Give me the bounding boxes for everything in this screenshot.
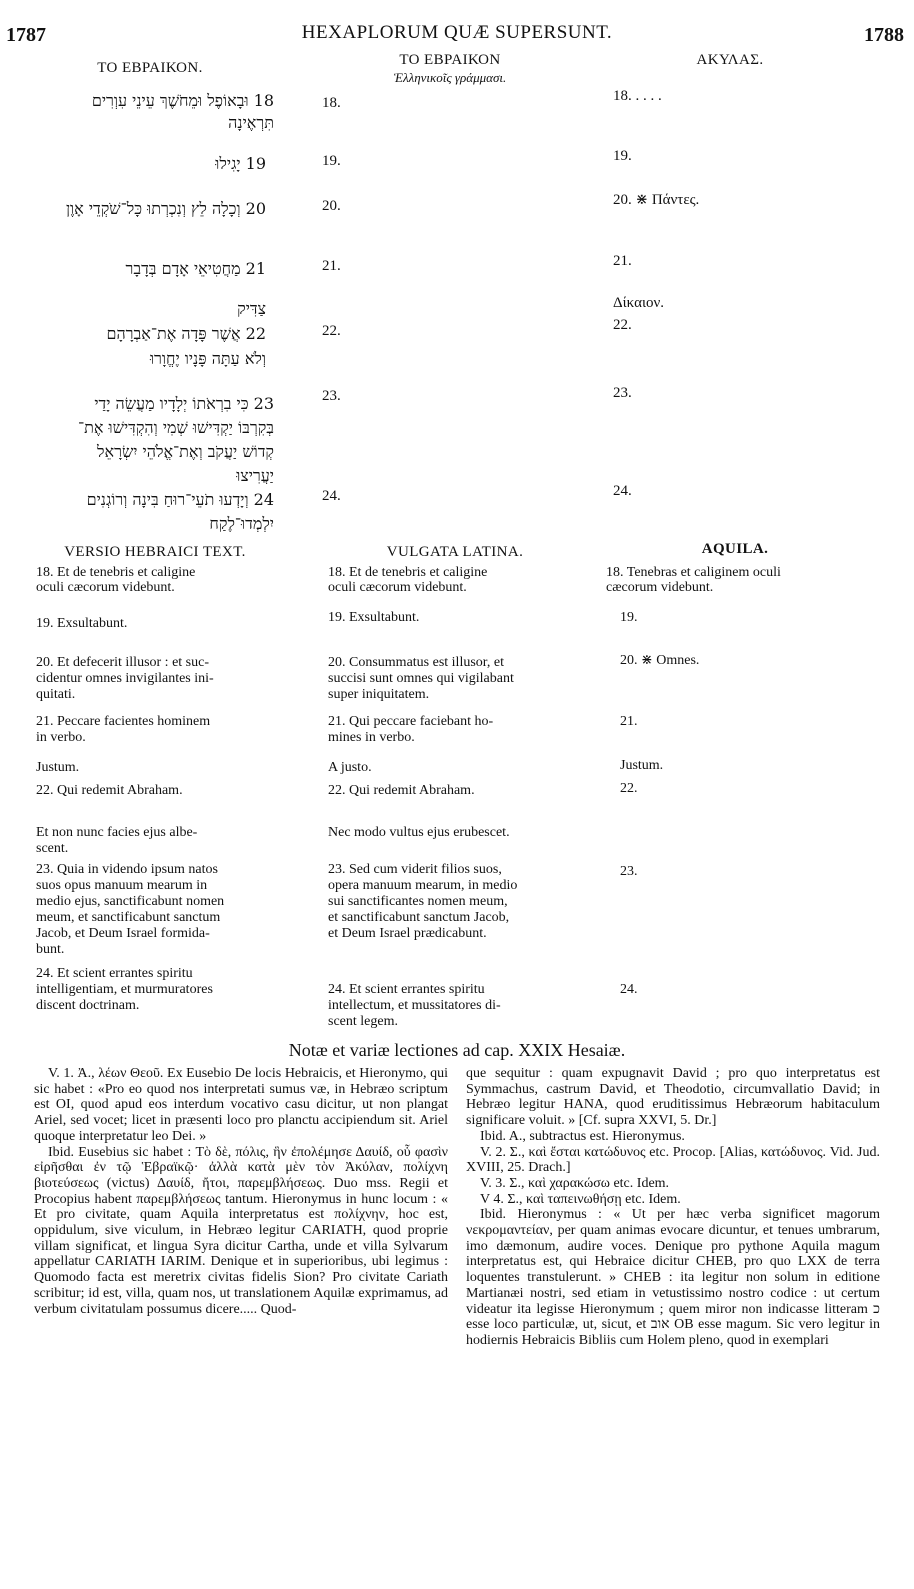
vulgate-line: succisi sunt omnes qui vigilabant (328, 671, 514, 686)
hebrew-line: יִלְמְדוּ־לֶקַח (209, 514, 274, 533)
notes-left-column (34, 1066, 448, 1317)
vulgate-line: super iniquitatem. (328, 687, 430, 702)
aquila-line: 18. . . . . (613, 88, 662, 104)
aquila-line: 19. (613, 148, 632, 164)
latin-hebrew-line: 18. Et de tenebris et caligine (36, 565, 196, 580)
latin-aquila-line: 19. (620, 610, 638, 625)
hebrew-line: 21 מַחֲטִיאֵי אָדָם בְּדָבָר (125, 259, 266, 278)
col-header-transliterated: ΤΟ ΕΒΡΑΙΚΟΝ (399, 52, 501, 68)
latin-hebrew-line: Justum. (36, 760, 80, 775)
translit-verse-number: 23. (322, 388, 341, 404)
hebrew-line: 19 יָגִילוּ (215, 154, 266, 173)
latin-aquila-line: 20. ⋇ Omnes. (620, 653, 700, 668)
vulgate-line: 23. Sed cum viderit filios suos, (328, 862, 502, 877)
latin-hebrew-line: intelligentiam, et murmuratores (36, 982, 213, 997)
note-paragraph: que sequitur : quam expugnavit David ; pro quo interpretatus est Symmachus, castrum David, et Theodotio, circumvallatio David; in Hebræo legitur HANA, quod eruditissimus Hebræorum habitaculum significare voluit. » [Cf. supra XXVI, 5. Dr.] (466, 1066, 880, 1129)
latin-hebrew-line: 19. Exsultabunt. (36, 616, 128, 631)
aquila-line: 20. ⋇ Πάντες. (613, 192, 700, 208)
hebrew-line: תִּרְאֶינָה (228, 113, 274, 132)
hebrew-line: קְדוֹשׁ יַעֲקֹב וְאֶת־אֱלֹהֵי יִשְׂרָאֵל (97, 442, 274, 461)
aquila-line: 22. (613, 317, 632, 333)
vulgate-line: oculi cæcorum videbunt. (328, 580, 467, 595)
vulgate-line: 20. Consummatus est illusor, et (328, 655, 504, 670)
vulgate-line: 21. Qui peccare faciebant ho- (328, 714, 494, 729)
latin-hebrew-line: 23. Quia in videndo ipsum natos (36, 862, 218, 877)
translit-verse-number: 19. (322, 153, 341, 169)
hebrew-line: יַעֲרִיצוּ (236, 466, 274, 485)
latin-aquila-line: 23. (620, 864, 638, 879)
latin-hebrew-line: Et non nunc facies ejus albe- (36, 825, 198, 840)
vulgate-line: A justo. (328, 760, 372, 775)
latin-hebrew-line: quitati. (36, 687, 76, 702)
aquila-line: 24. (613, 483, 632, 499)
notes-title: Notæ et variæ lectiones ad cap. XXIX Hesaiæ. (288, 1040, 626, 1060)
col-header-aquila: ΑΚΥΛΑΣ. (696, 52, 764, 68)
latin-hebrew-line: 20. Et defecerit illusor : et suc- (36, 655, 209, 670)
hebrew-line: וְלֹא עַתָּה פָּנָיו יֶחֱוָרוּ (149, 349, 266, 368)
vulgate-line: opera manuum mearum, in medio (328, 878, 518, 893)
latin-hebrew-line: medio ejus, sanctificabunt nomen (36, 894, 225, 909)
vulgate-line: 24. Et scient errantes spiritu (328, 982, 485, 997)
latin-hebrew-line: bunt. (36, 942, 65, 957)
latin-hebrew-line: meum, et sanctificabunt sanctum (36, 910, 221, 925)
vulgate-line: intellectum, et mussitatores di- (328, 998, 501, 1013)
hebrew-line: בְּקִרְבּוֹ יַקְדִּישׁוּ שְׁמִי וְהִקְדִּישׁוּ אֶת־ (77, 418, 274, 437)
translit-verse-number: 22. (322, 323, 341, 339)
latin-hebrew-line: Jacob, et Deum Israel formida- (36, 926, 210, 941)
vulgate-line: 22. Qui redemit Abraham. (328, 783, 475, 798)
latin-aquila-line: cæcorum videbunt. (606, 580, 714, 595)
latin-hebrew-line: oculi cæcorum videbunt. (36, 580, 175, 595)
vulgate-line: mines in verbo. (328, 730, 415, 745)
vulgate-line: 18. Et de tenebris et caligine (328, 565, 488, 580)
latin-hebrew-line: 21. Peccare facientes hominem (36, 714, 211, 729)
hebrew-line: 18 וּבָאוֹפֶל וּמֵחֹשֶׁךְ עֵינֵי עִוְרִים (91, 91, 274, 110)
note-paragraph: V. 1. Ἀ., λέων Θεοῦ. Ex Eusebio De locis Hebraicis, et Hieronymo, qui sic habet : «Pro eo quod nos interpretati sumus væ, in Hebræo scriptum est OI, quod apud eos interdum vocativo casu dicitur, ut non plangat Ariel, sed vocet; licet in præsenti loco pro planctu accipiendum sit. Ariel quoque interpretatur leo Dei. » (34, 1066, 448, 1144)
note-paragraph: V 4. Σ., καὶ ταπεινωθήσῃ etc. Idem. (480, 1191, 681, 1207)
latin-hebrew-line: in verbo. (36, 730, 86, 745)
latin-hebrew-line: scent. (36, 841, 69, 856)
hebrew-line: 22 אֲשֶׁר פָּדָה אֶת־אַבְרָהָם (106, 324, 266, 343)
hebrew-line: 24 וְיָדְעוּ תֹעֵי־רוּחַ בִּינָה וְרוֹגְנִים (86, 490, 274, 509)
hebrew-line: 23 כִּי בִרְאֹתוֹ יְלָדָיו מַעֲשֵׂה יָדַי (94, 394, 274, 413)
notes-right-column (466, 1066, 880, 1349)
page-number-right: 1788 (864, 24, 904, 46)
latin-aquila-line: 21. (620, 714, 638, 729)
latin-aquila-line: 24. (620, 982, 638, 997)
latin-aquila-line: 22. (620, 781, 638, 796)
hebrew-line: 20 וְכָלָה לֵץ וְנִכְרְתוּ כָּל־שֹׁקְדֵי אָוֶן (65, 199, 266, 218)
aquila-line: Δίκαιον. (613, 295, 665, 311)
note-paragraph: Ibid. A., subtractus est. Hieronymus. (480, 1128, 685, 1144)
page-number-left: 1787 (6, 24, 46, 46)
vulgate-line: scent legem. (328, 1014, 398, 1029)
note-paragraph: V. 3. Σ., καὶ χαρακώσω etc. Idem. (480, 1175, 670, 1191)
vulgate-line: et sanctificabunt sanctum Jacob, (328, 910, 510, 925)
running-title: HEXAPLORUM QUÆ SUPERSUNT. (301, 22, 613, 43)
translit-verse-number: 24. (322, 488, 341, 504)
col-header-transliterated-sub: Ἑλληνικοῖς γράμμασι. (393, 70, 507, 85)
note-paragraph: V. 2. Σ., καὶ ἔσται κατώδυνος etc. Procop. [Alias, κατώδυνος. Vid. Jud. XVIII, 25. Drach.] (466, 1144, 880, 1176)
latin-aquila-line: Justum. (620, 758, 664, 773)
aquila-line: 21. (613, 253, 632, 269)
col-header-hebrew: ΤΟ ΕΒΡΑΙΚΟΝ. (97, 60, 203, 76)
latin-hebrew-line: suos opus manuum mearum in (36, 878, 208, 893)
latin-header-hebrew: VERSIO HEBRAICI TEXT. (64, 544, 246, 560)
aquila-line: 23. (613, 385, 632, 401)
note-paragraph: Ibid. Hieronymus : « Ut per hæc verba significet magorum νεκρομαντείαν, per quam animas evocare dicuntur, et tenues umbrarum, imo dæmonum, audire voces. Denique pro pythone Aquila magum interpretatus est, qui Hebraice dicitur CHEB, pro quo LXX de terra loquentes transtulerunt. » CHEB : ita legitur non solum in editione Martianæi nostri, sed etiam in vetustissimo nostro codice : ut certum videatur ita legisse Hieronymum ; quem miror non indicasse litteram כ esse loco particulæ, ut, sicut, et אוב OB esse magum. Sic vero legitur in hodiernis Hebraicis Bibliis cum Holem pleno, quod in exemplari (466, 1207, 880, 1348)
latin-hebrew-line: discent doctrinam. (36, 998, 140, 1013)
latin-header-vulgate: VULGATA LATINA. (386, 544, 524, 560)
hebrew-line: צַדִּיק (237, 299, 266, 318)
translit-verse-number: 21. (322, 258, 341, 274)
latin-hebrew-line: 24. Et scient errantes spiritu (36, 966, 193, 981)
latin-aquila-line: 18. Tenebras et caliginem oculi (606, 565, 781, 580)
translit-verse-number: 20. (322, 198, 341, 214)
latin-header-aquila: AQUILA. (701, 541, 769, 557)
latin-hebrew-line: cidentur omnes invigilantes ini- (36, 671, 214, 686)
latin-hebrew-line: 22. Qui redemit Abraham. (36, 783, 183, 798)
translit-verse-number: 18. (322, 95, 341, 111)
vulgate-line: Nec modo vultus ejus erubescet. (328, 825, 510, 840)
vulgate-line: et Deum Israel prædicabunt. (328, 926, 487, 941)
vulgate-line: 19. Exsultabunt. (328, 610, 420, 625)
note-paragraph: Ibid. Eusebius sic habet : Τὸ δὲ, πόλις, ἣν ἐπολέμησε Δαυίδ, οὗ φασὶν εἰρῆσθαι ἐν τῷ Ἑβραϊκῷ· ἀλλὰ κατὰ μὲν τὸν Ἀκύλαν, πολίχνη βιοτεύσεως (victus) Δαυίδ, ἤτοι, παρεμβλήσεως. Duo mss. Regii et Procopius habent παρεμβλήσεως tantum. Hieronymus in hunc locum : « Et pro civitate, quam Aquila interpretatus est πολίχνην, hoc est, oppidulum, sive viculum, in Hebræo legitur CARIATH, quod proprie villam significat, et lingua Syra dicitur Cartha, unde et villa Sylvarum appellatur CARIATH IARIM. Denique et in superioribus, ubi legimus : Quomodo facta est meretrix civitas fidelis Sion? Pro civitate Cariath scribitur; id est, villa, quam nos, ut translationem Aquilæ exprimamus, ad verbum civitatulam possumus dicere..... Quod- (34, 1144, 448, 1317)
vulgate-line: sui sanctificantes nomen meum, (328, 894, 508, 909)
